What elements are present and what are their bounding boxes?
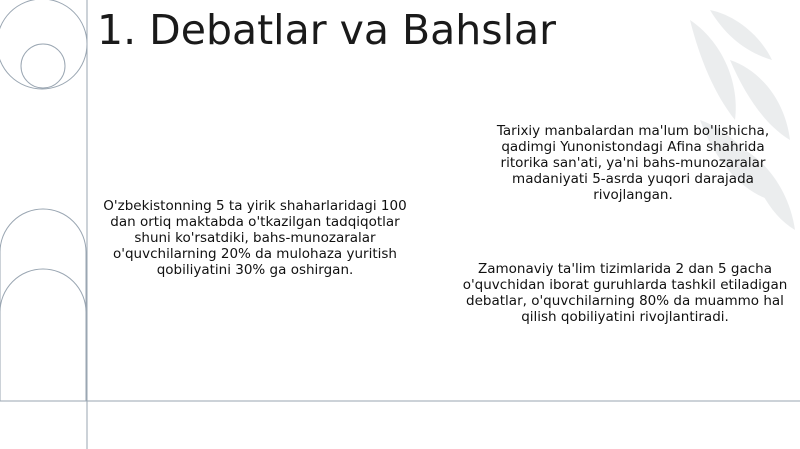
- slide-title: 1. Debatlar va Bahslar: [97, 6, 556, 54]
- arch-ornament-upper: [0, 209, 86, 401]
- paragraph-research-findings: O'zbekistonning 5 ta yirik shaharlaridagi 100 dan ortiq maktabda o'tkazilgan tadqiqotlar shuni ko'rsatdiki, bahs-munozaralar o'quvchilarning 20% da mulohaza yuritish qobiliyatini 30% ga oshirgan.: [103, 198, 407, 278]
- paragraph-historical-sources: Tarixiy manbalardan ma'lum bo'lishicha, qadimgi Yunonistondagi Afina shahrida ritorika san'ati, ya'ni bahs-munozaralar madaniyati 5-asrda yuqori darajada rivojlangan.: [496, 123, 770, 203]
- inner-circle-ornament: [21, 44, 65, 88]
- paragraph-modern-education: Zamonaviy ta'lim tizimlarida 2 dan 5 gacha o'quvchidan iborat guruhlarda tashkil etiladigan debatlar, o'quvchilarning 80% da muammo hal qilish qobiliyatini rivojlantiradi.: [462, 261, 788, 325]
- arch-ornament-lower: [0, 269, 86, 401]
